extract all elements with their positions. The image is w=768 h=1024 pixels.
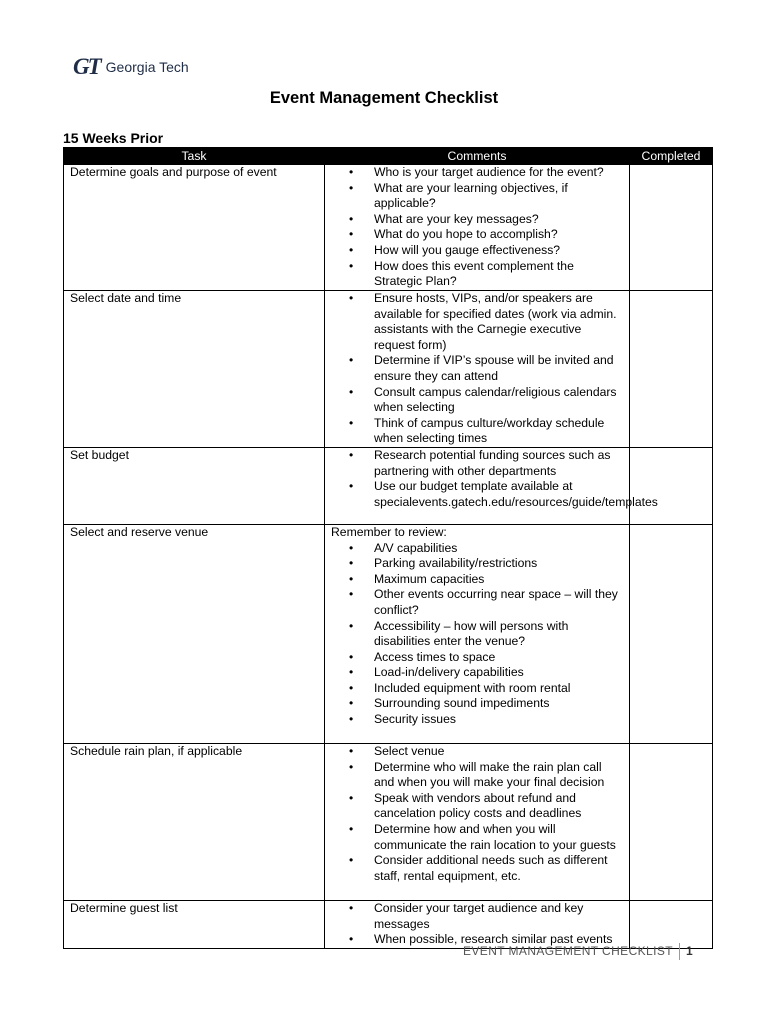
comment-item: • Parking availability/restrictions — [331, 556, 625, 572]
comment-item: • Security issues — [331, 712, 625, 728]
table-row — [64, 743, 713, 900]
table-row — [64, 291, 713, 448]
comment-item: • What are your learning objectives, if applicable? — [331, 181, 625, 212]
task-cell: Select and reserve venue — [64, 524, 325, 743]
column-header-completed: Completed — [630, 148, 713, 165]
table-header-row — [64, 148, 713, 165]
comments-intro: Remember to review: — [331, 524, 447, 539]
comments-list — [331, 291, 625, 447]
comment-item: • A/V capabilities — [331, 541, 625, 557]
task-cell: Determine goals and purpose of event — [64, 165, 325, 291]
comment-item: • What are your key messages? — [331, 212, 625, 228]
comment-item: • Use our budget template available at specialevents.gatech.edu/resources/guide/templates — [331, 479, 625, 510]
comment-item: • Select venue — [331, 744, 625, 760]
table-row — [64, 900, 713, 948]
section-heading: 15 Weeks Prior — [63, 130, 164, 146]
task-cell: Schedule rain plan, if applicable — [64, 743, 325, 900]
page-footer — [463, 943, 693, 961]
gt-logo-icon: GT — [73, 54, 100, 79]
table-row — [64, 165, 713, 291]
comments-cell — [325, 743, 630, 900]
completed-cell[interactable] — [630, 743, 713, 900]
georgia-tech-logo — [73, 56, 189, 78]
completed-cell[interactable] — [630, 900, 713, 948]
table-row — [64, 447, 713, 524]
comments-list — [331, 541, 625, 728]
comment-item: • Accessibility – how will persons with disabilities enter the venue? — [331, 619, 625, 650]
comment-item: • Ensure hosts, VIPs, and/or speakers are available for specified dates (work via admin. assistants with the Carnegie executive request form) — [331, 291, 625, 353]
comment-item: • Who is your target audience for the event? — [331, 165, 625, 181]
comment-item: • Research potential funding sources such as partnering with other departments — [331, 448, 625, 479]
comments-list — [331, 744, 625, 884]
completed-cell[interactable] — [630, 165, 713, 291]
comments-cell — [325, 900, 630, 948]
comments-list — [331, 447, 658, 510]
comments-cell — [325, 524, 630, 743]
comment-item: • How does this event complement the Strategic Plan? — [331, 259, 625, 290]
comment-item: • Included equipment with room rental — [331, 681, 625, 697]
footer-divider — [679, 943, 680, 960]
table-row — [64, 524, 713, 743]
column-header-comments: Comments — [325, 148, 630, 165]
comment-item: • Maximum capacities — [331, 572, 625, 588]
footer-label: EVENT MANAGEMENT CHECKLIST — [463, 944, 673, 958]
comment-item: • Determine who will make the rain plan call and when you will make your final decision — [331, 760, 625, 791]
comments-list — [331, 901, 625, 948]
logo-text: Georgia Tech — [105, 59, 189, 75]
comment-item: • Surrounding sound impediments — [331, 696, 625, 712]
comment-item: • Think of campus culture/workday schedule when selecting times — [331, 416, 625, 447]
comment-item: • Speak with vendors about refund and cancelation policy costs and deadlines — [331, 791, 625, 822]
comment-item: • Consider additional needs such as different staff, rental equipment, etc. — [331, 853, 625, 884]
comment-item: • What do you hope to accomplish? — [331, 227, 625, 243]
column-header-task: Task — [64, 148, 325, 165]
task-cell: Set budget — [64, 447, 325, 524]
comment-item: • When possible, research similar past events — [331, 932, 625, 948]
comments-cell — [325, 165, 630, 291]
comments-cell — [325, 291, 630, 448]
checklist-body — [64, 165, 713, 949]
comment-item: • Other events occurring near space – will they conflict? — [331, 587, 625, 618]
completed-cell[interactable] — [630, 524, 713, 743]
comments-cell — [325, 447, 658, 524]
comment-item: • Load-in/delivery capabilities — [331, 665, 625, 681]
comments-list — [331, 165, 625, 290]
completed-cell[interactable] — [630, 291, 713, 448]
comment-item: • Determine how and when you will communicate the rain location to your guests — [331, 822, 625, 853]
task-cell: Select date and time — [64, 291, 325, 448]
checklist-table — [63, 147, 713, 949]
completed-cell[interactable] — [630, 447, 713, 524]
task-cell: Determine guest list — [64, 900, 325, 948]
comment-item: • Consider your target audience and key messages — [331, 901, 625, 932]
comment-item: • Determine if VIP’s spouse will be invited and ensure they can attend — [331, 353, 625, 384]
document-title: Event Management Checklist — [269, 89, 499, 107]
comment-item: • How will you gauge effectiveness? — [331, 243, 625, 259]
page-number: 1 — [686, 944, 694, 958]
comment-item: • Consult campus calendar/religious calendars when selecting — [331, 385, 625, 416]
comment-item: • Access times to space — [331, 650, 625, 666]
